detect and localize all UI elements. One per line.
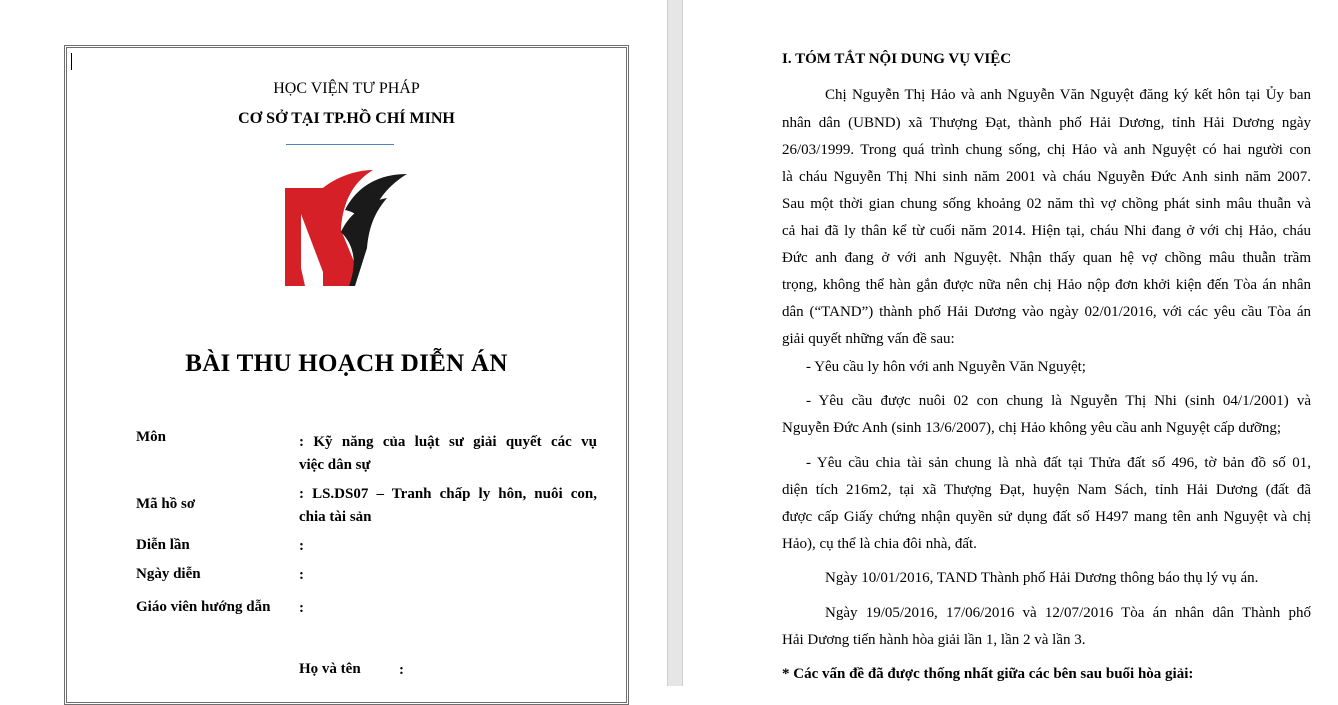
request-divorce: - Yêu cầu ly hôn với anh Nguyễn Văn Nguyệt;: [806, 359, 1086, 375]
paragraph1-line: Sau một thời gian chung sống khoảng 02 năm thì vợ chồng phát sinh mâu thuẫn và: [782, 196, 1311, 212]
request-property-line: - Yêu cầu chia tài sản chung là nhà đất tại Thửa đất số 496, tờ bản đồ số 01,: [806, 455, 1311, 471]
agreed-issues-heading: * Các vấn đề đã được thống nhất giữa các bên sau buổi hòa giải:: [782, 666, 1194, 682]
case-code-value-line2: chia tài sản: [299, 509, 372, 525]
page-gap: [667, 0, 683, 686]
mediation-line: Ngày 19/05/2016, 17/06/2016 và 12/07/2016 Tòa án nhân dân Thành phố: [825, 605, 1311, 621]
paragraph1-line: nhân dân (UBND) xã Thượng Đạt, thành phố Hải Dương, tỉnh Hải Dương ngày: [782, 115, 1311, 131]
section-heading: I. TÓM TẮT NỘI DUNG VỤ VIỆC: [782, 51, 1012, 67]
paragraph1-line: 26/03/1999. Trong quá trình chung sống, chị Hảo và anh Nguyệt có hai người con: [782, 142, 1311, 158]
date-value: :: [299, 567, 304, 583]
subject-value-line1: : Kỹ năng của luật sư giải quyết các vụ: [299, 434, 597, 450]
academy-logo-icon: [283, 168, 409, 288]
instructor-value: :: [299, 600, 304, 616]
case-code-value-line1: : LS.DS07 – Tranh chấp ly hôn, nuôi con,: [299, 486, 597, 502]
cover-page[interactable]: [0, 0, 667, 686]
paragraph1-line: Chị Nguyễn Thị Hảo và anh Nguyễn Văn Nguyệt đăng ký kết hôn tại Ủy ban: [825, 87, 1311, 103]
full-name-value: :: [399, 662, 404, 678]
instructor-label: Giáo viên hướng dẫn: [136, 599, 271, 615]
subject-value-line2: việc dân sự: [299, 457, 371, 473]
institution-name: HỌC VIỆN TƯ PHÁP: [273, 80, 420, 97]
subject-value: [299, 431, 597, 477]
paragraph1-line: là cháu Nguyễn Thị Nhi sinh năm 2001 và cháu Nguyễn Đức Anh sinh năm 2007.: [782, 169, 1311, 185]
report-title: BÀI THU HOẠCH DIỄN ÁN: [185, 350, 508, 377]
case-accepted-notice: Ngày 10/01/2016, TAND Thành phố Hải Dương thông báo thụ lý vụ án.: [825, 570, 1259, 586]
paragraph1-line: cả hai đã ly thân kể từ cuối năm 2014. Hiện tại, cháu Nhi đang ở với chị Hảo, cháu: [782, 223, 1311, 239]
case-code-value: [299, 483, 597, 529]
text-cursor: [71, 53, 72, 70]
paragraph1-line: Đức anh đang ở với anh Nguyệt. Nhận thấy quan hệ vợ chồng mâu thuẫn trầm: [782, 250, 1311, 266]
paragraph1-line: trọng, không thể hàn gắn được nữa nên chị Hảo nộp đơn khởi kiện đến Tòa án nhân: [782, 277, 1311, 293]
case-code-label: Mã hồ sơ: [136, 496, 196, 512]
request-property-line: được cấp Giấy chứng nhận quyền sử dụng đất số H497 mang tên anh Nguyệt và chị: [782, 509, 1311, 525]
paragraph1-line: dân (“TAND”) thành phố Hải Dương vào ngày 02/01/2016, với các yêu cầu Tòa án: [782, 304, 1311, 320]
request-property-line: diện tích 216m2, tại xã Thượng Đạt, huyện Nam Sách, tỉnh Hải Dương (đất đã: [782, 482, 1311, 498]
campus-name: CƠ SỞ TẠI TP.HỒ CHÍ MINH: [238, 110, 455, 127]
date-label: Ngày diễn: [136, 566, 201, 582]
session-label: Diễn lần: [136, 537, 190, 553]
request-property-line: Hảo), cụ thể là chia đôi nhà, đất.: [782, 536, 977, 552]
subject-label: Môn: [136, 429, 166, 445]
session-value: :: [299, 538, 304, 554]
request-custody-line: Nguyễn Đức Anh (sinh 13/6/2007), chị Hảo không yêu cầu anh Nguyệt cấp dưỡng;: [782, 420, 1282, 436]
full-name-label: Họ và tên: [299, 661, 361, 677]
request-custody-line: - Yêu cầu được nuôi 02 con chung là Nguyễn Thị Nhi (sinh 04/1/2001) và: [806, 393, 1311, 409]
mediation-line: Hải Dương tiến hành hòa giải lần 1, lần 2 và lần 3.: [782, 632, 1086, 648]
paragraph1-line: giải quyết những vấn đề sau:: [782, 331, 955, 347]
header-divider: [286, 144, 394, 145]
